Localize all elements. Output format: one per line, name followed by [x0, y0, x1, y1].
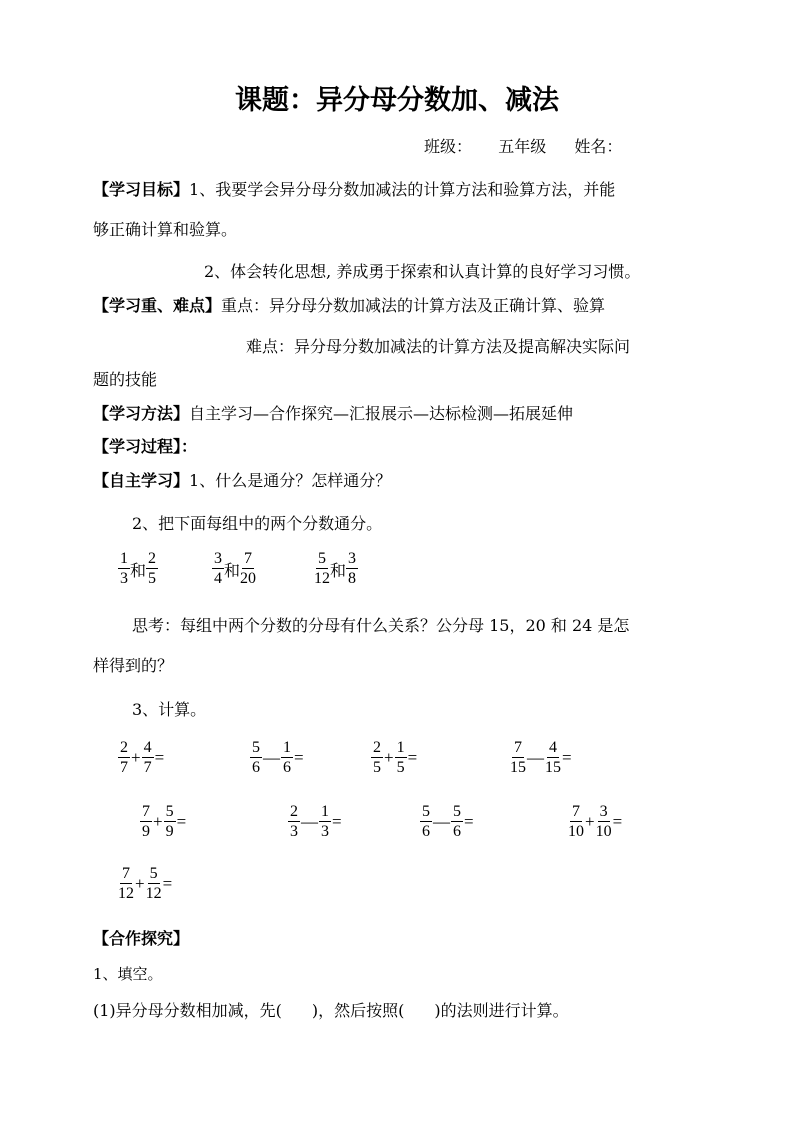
cooperate-tag: 【合作探究】: [93, 929, 190, 948]
operator: —: [433, 812, 450, 831]
fraction: $\frac{5}{6}$: [422, 803, 430, 840]
fraction-pair: [118, 551, 158, 587]
key-point: 重点：异分母分数加减法的计算方法及正确计算、验算: [221, 296, 606, 315]
equals: =: [407, 748, 418, 767]
calc-expression: [568, 804, 623, 840]
fraction: $\frac{5}{12}$: [314, 550, 330, 587]
fraction: $\frac{7}{9}$: [142, 803, 150, 840]
calc-expression: [288, 804, 343, 840]
operator: +: [131, 748, 141, 767]
equals: =: [176, 812, 187, 831]
equals: =: [294, 748, 304, 767]
method-line: [93, 404, 573, 424]
method-text: 自主学习—合作探究—汇报展示—达标检测—拓展延伸: [189, 404, 574, 423]
objective-item-1: 1、我要学会异分母分数加减法的计算方法和验算方法，并能: [189, 180, 616, 199]
calc-expression: [118, 740, 165, 776]
operator: —: [263, 748, 280, 767]
fraction: $\frac{7}{20}$: [240, 550, 257, 587]
equals: =: [162, 874, 173, 893]
fraction: $\frac{2}{5}$: [148, 550, 157, 587]
fill-in-question: [93, 1001, 569, 1021]
fraction: $\frac{7}{12}$: [118, 865, 134, 902]
fraction-pair: [314, 551, 358, 587]
calc-expression: [420, 804, 475, 840]
fraction: $\frac{5}{6}$: [453, 803, 461, 840]
fraction: $\frac{5}{9}$: [165, 803, 174, 840]
self-study-q2: 2、把下面每组中的两个分数通分。: [132, 514, 383, 533]
process-heading: 【学习过程】：: [93, 437, 198, 456]
operator: +: [384, 748, 394, 767]
fraction: $\frac{3}{4}$: [214, 550, 222, 587]
self-study-q1: 1、什么是通分？怎样通分？: [189, 471, 392, 490]
equals: =: [464, 812, 474, 831]
operator: +: [585, 812, 595, 831]
objective-item-2: 2、体会转化思想, 养成勇于探索和认真计算的良好学习习惯。: [204, 262, 641, 281]
fraction: $\frac{4}{15}$: [545, 739, 561, 776]
operator: +: [135, 874, 145, 893]
fraction: $\frac{3}{8}$: [348, 550, 357, 587]
operator: —: [301, 812, 318, 831]
difficult-point-cont: 题的技能: [93, 370, 158, 389]
fraction: $\frac{5}{6}$: [252, 739, 260, 776]
fill-in-text: )，然后按照(: [311, 1001, 405, 1020]
calc-expression: [140, 804, 187, 840]
fraction: $\frac{7}{10}$: [568, 803, 584, 840]
self-study-q3: 3、计算。: [132, 700, 207, 719]
fill-in-text: (1)异分母分数相加减，先(: [93, 1001, 282, 1020]
fraction: $\frac{1}{3}$: [321, 803, 329, 840]
key-points-line: [93, 296, 605, 316]
objectives-tag: 【学习目标】: [93, 180, 190, 199]
class-value: 五年级: [498, 137, 547, 156]
calc-expression: [371, 740, 418, 776]
difficult-point: 难点：异分母分数加减法的计算方法及提高解决实际问: [246, 337, 631, 356]
fraction: $\frac{7}{15}$: [510, 739, 526, 776]
operator: +: [153, 812, 163, 831]
fraction: $\frac{1}{5}$: [396, 739, 405, 776]
objectives-line-1: [93, 180, 615, 200]
calc-expression: [118, 866, 173, 902]
fraction: $\frac{5}{12}$: [145, 865, 162, 902]
fraction: $\frac{4}{7}$: [143, 739, 152, 776]
join-word: 和: [330, 562, 347, 580]
fraction-pair: [212, 551, 256, 587]
key-points-tag: 【学习重、难点】: [93, 296, 222, 315]
fraction: $\frac{2}{3}$: [290, 803, 298, 840]
fill-in-label: 1、填空。: [93, 965, 163, 983]
student-info: [424, 137, 622, 157]
equals: =: [154, 748, 165, 767]
equals: =: [612, 812, 623, 831]
self-study-tag: 【自主学习】: [93, 471, 190, 490]
fraction: $\frac{1}{6}$: [283, 739, 291, 776]
page-title: 课题：异分母分数加、减法: [235, 85, 559, 116]
calc-expression: [510, 740, 573, 776]
fraction: $\frac{3}{10}$: [595, 803, 612, 840]
fraction: $\frac{1}{3}$: [120, 550, 128, 587]
calc-expression: [250, 740, 305, 776]
fraction: $\frac{2}{5}$: [373, 739, 381, 776]
equals: =: [332, 812, 342, 831]
think-question-cont: 样得到的？: [93, 656, 174, 675]
method-tag: 【学习方法】: [93, 404, 190, 423]
join-word: 和: [130, 562, 147, 580]
class-label: 班级：: [424, 137, 473, 156]
join-word: 和: [224, 562, 241, 580]
operator: —: [527, 748, 544, 767]
self-study-line: [93, 471, 391, 491]
fill-in-text: )的法则进行计算。: [434, 1001, 569, 1020]
fraction: $\frac{2}{7}$: [120, 739, 128, 776]
objective-item-1-cont: 够正确计算和验算。: [93, 220, 238, 239]
name-label: 姓名：: [574, 137, 623, 156]
equals: =: [562, 748, 572, 767]
think-question: 思考：每组中两个分数的分母有什么关系？公分母 15，20 和 24 是怎: [132, 616, 630, 635]
